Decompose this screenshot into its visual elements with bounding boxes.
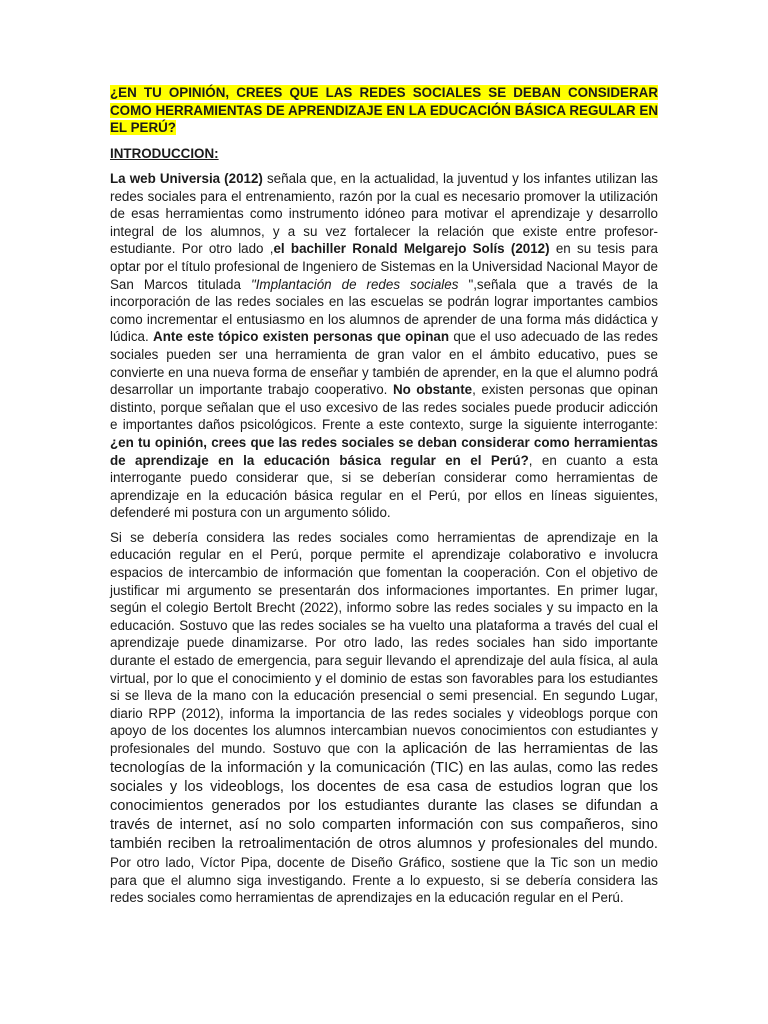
bold-run: La web Universia (2012) bbox=[110, 171, 263, 186]
title-highlight: ¿EN TU OPINIÓN, CREES QUE LAS REDES SOCIALES SE DEBAN CONSIDERAR COMO HERRAMIENTAS DE APRENDIZAJE EN LA EDUCACIÓN BÁSICA REGULAR EN EL PERÚ? bbox=[110, 85, 658, 135]
italic-run: "Implantación de redes sociales bbox=[250, 276, 469, 292]
text-run: ",señala que a través de la incorporación de las redes sociales en las escuelas se podrán lograr importantes cambios como incrementar el entusiasmo en los alumnos de aprender de una forma más didáctica y lúdica. bbox=[110, 276, 658, 345]
section-heading: INTRODUCCION: bbox=[110, 145, 219, 161]
text-run: señala que, en la actualidad, la juventud y los infantes utilizan las redes sociales para el entrenamiento, razón por la cual es necesario promover la utilización de esas herramientas como instrumento idóneo para motivar el aprendizaje y desarrollo integral de los alumnos, y a su vez fortalecer la relación que existe entre profesor-estudiante. Por otro lado , bbox=[110, 171, 658, 257]
document-title bbox=[110, 84, 658, 137]
text-run: que el uso adecuado de las redes sociales pueden ser una herramienta de gran valor en el ámbito educativo, pues se convierte en una nueva forma de enseñar y también de aprender, en la que el alumno podrá desarrollar un importante trabajo cooperativo. bbox=[110, 329, 658, 398]
text-run: Si se debería considera las redes sociales como herramientas de aprendizaje en la educación regular en el Perú, porque permite el aprendizaje colaborativo e involucra espacios de intercambio de información que fomentan la cooperación. Con el objetivo de justificar mi argumento se presentarán dos informaciones importantes. En primer lugar, según el colegio Bertolt Brecht (2022), informo sobre las redes sociales y su impacto en la educación. Sostuvo que las redes sociales se ha vuelto una plataforma a través del cual el aprendizaje puede dinamizarse. Por otro lado, las redes sociales han sido importante durante el estado de emergencia, para seguir llevando el aprendizaje del aula física, al aula virtual, por lo que el conocimiento y el dominio de estas son favorables para los estudiantes si se lleva de la mano con la educación presencial o semi presencial. En segundo Lugar, diario RPP (2012), informa la importancia de las redes sociales y videoblogs porque con apoyo de los docentes los alumnos intercambian nuevos conocimientos con estudiantes y profesionales del mundo. Sostuvo que con la bbox=[110, 529, 658, 756]
bold-run: el bachiller Ronald Melgarejo Solís (2012) bbox=[273, 241, 550, 257]
paragraph-argument bbox=[110, 529, 658, 907]
text-run: , en cuanto a esta interrogante puedo considerar que, si se deberían considerar como herramientas de aprendizaje en la educación básica regular en el Perú, por ellos en líneas siguientes, defenderé mi postura con un argumento sólido. bbox=[110, 452, 658, 521]
paragraph-introduction bbox=[110, 170, 658, 522]
text-run: , existen personas que opinan distinto, porque señalan que el uso excesivo de las redes sociales puede producir adicción e importantes daños psicológicos. Frente a este contexto, surge la siguiente interrogante: bbox=[110, 382, 659, 433]
bold-run: ¿en tu opinión, crees que las redes sociales se deban considerar como herramientas de aprendizaje en la educación básica regular en el Perú? bbox=[110, 434, 658, 468]
bold-run: Ante este tópico existen personas que opinan bbox=[153, 329, 450, 345]
bold-run: No obstante bbox=[392, 382, 473, 398]
quoted-run: aplicación de las herramientas de las tecnologías de la información y la comunicación (TIC) en las aulas, como las redes sociales y los videoblogs, los docentes de esa casa de estudios logran que los conocimientos generados por los estudiantes durante las clases se difundan a través de internet, así no solo comparten información con sus compañeros, sino también reciben la retroalimentación de otros alumnos y profesionales del mundo. bbox=[110, 741, 658, 852]
text-run: Por otro lado, Víctor Pipa, docente de Diseño Gráfico, sostiene que la Tic son un medio para que el alumno siga investigando. Frente a lo expuesto, si se debería considera las redes sociales como herramientas de aprendizajes en la educación regular en el Perú. bbox=[110, 855, 658, 906]
text-run: en su tesis para optar por el título profesional de Ingeniero de Sistemas en la Universidad Nacional Mayor de San Marcos titulada bbox=[110, 241, 658, 292]
